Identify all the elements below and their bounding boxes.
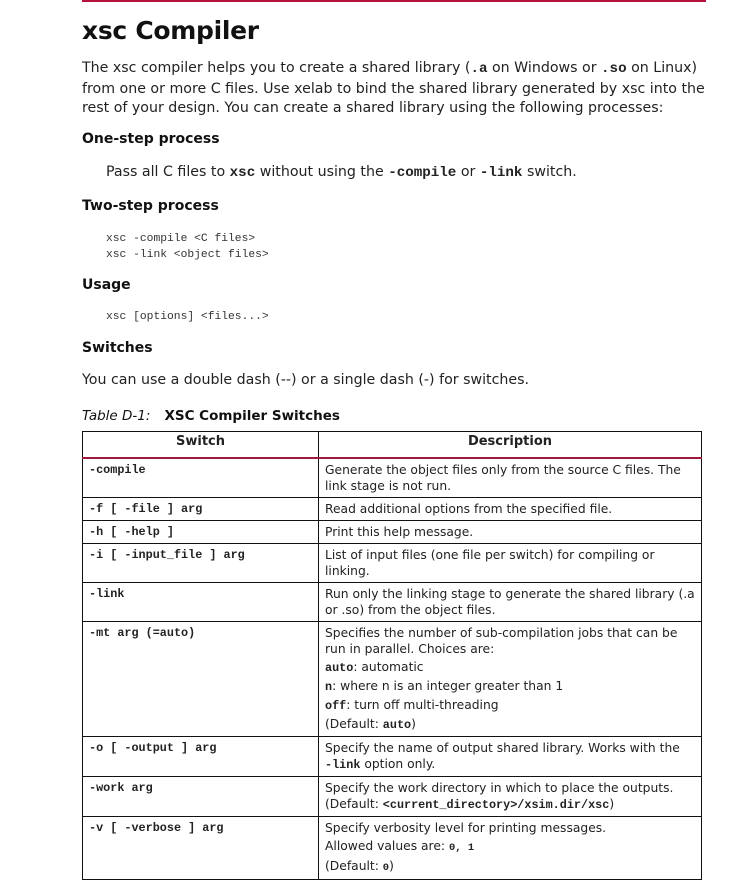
text: Allowed values are: <box>325 839 449 853</box>
desc-text: Specify the name of output shared library. Works with the <box>325 741 680 755</box>
default-line <box>325 716 695 733</box>
desc-line <box>325 756 695 773</box>
code-compile: -compile <box>388 165 457 181</box>
heading-two-step: Two-step process <box>82 198 219 214</box>
header-description: Description <box>319 432 702 459</box>
page-title: xsc Compiler <box>82 16 259 45</box>
choice-item <box>325 659 695 676</box>
code-link: -link <box>479 165 523 181</box>
text: (Default: <box>325 859 383 873</box>
intro-text: on Windows or <box>487 60 602 76</box>
description-cell: Generate the object files only from the source C files. The link stage is not run. <box>319 458 702 498</box>
desc-text: Specify the work directory in which to place the outputs. <box>325 781 674 795</box>
switch-cell: -link <box>83 583 319 622</box>
default-code: <current_directory>/xsim.dir/xsc <box>382 798 610 812</box>
header-rule <box>82 0 706 2</box>
table-number: Table D-1: <box>82 408 151 424</box>
text: ) <box>389 859 394 873</box>
default-code: auto <box>382 718 412 732</box>
choice-item <box>325 678 695 695</box>
default-line <box>325 858 695 876</box>
allowed-code: 0, 1 <box>448 842 475 854</box>
table-row <box>83 544 702 583</box>
choice-text: : automatic <box>353 660 424 674</box>
text: switch. <box>522 164 577 180</box>
intro-text: on Linux) from one or more C files. Use xelab to bind the shared library generated by xsc into the rest of your design. You can create a shared library using the following processes: <box>82 60 705 116</box>
choice-text: : where n is an integer greater than 1 <box>332 679 564 693</box>
text: (Default: <box>325 797 383 811</box>
desc-tail: option only. <box>360 757 436 771</box>
choice-text: : turn off multi-threading <box>346 698 499 712</box>
text: (Default: <box>325 717 383 731</box>
description-cell: Print this help message. <box>319 521 702 544</box>
code-line: xsc -compile <C files> <box>106 233 256 245</box>
switch-cell: -compile <box>83 458 319 498</box>
description-cell <box>319 777 702 817</box>
switch-cell: -i [ -input_file ] arg <box>83 544 319 583</box>
code-xsc: xsc <box>229 165 256 181</box>
description-cell <box>319 737 702 777</box>
table-row <box>83 583 702 622</box>
heading-usage: Usage <box>82 277 131 293</box>
table-row <box>83 498 702 521</box>
choice-code: auto <box>325 661 354 675</box>
description-cell <box>319 622 702 737</box>
description-cell <box>319 817 702 880</box>
switches-table <box>82 431 702 880</box>
table-row <box>83 817 702 880</box>
intro-text: The xsc compiler helps you to create a shared library ( <box>82 60 471 76</box>
switch-cell: -mt arg (=auto) <box>83 622 319 737</box>
description-cell: Read additional options from the specified file. <box>319 498 702 521</box>
table-title: XSC Compiler Switches <box>164 408 340 424</box>
table-row <box>83 737 702 777</box>
table-row <box>83 777 702 817</box>
switch-cell: -f [ -file ] arg <box>83 498 319 521</box>
text: or <box>456 164 480 180</box>
text: Pass all C files to <box>106 164 230 180</box>
two-step-code <box>106 232 269 263</box>
text: ) <box>609 797 615 811</box>
text: without using the <box>255 164 389 180</box>
code-ext-a: .a <box>470 61 488 77</box>
description-cell: Run only the linking stage to generate the shared library (.a or .so) from the object files. <box>319 583 702 622</box>
description-cell: List of input files (one file per switch) for compiling or linking. <box>319 544 702 583</box>
desc-text: Specify verbosity level for printing messages. <box>325 821 607 835</box>
code-ext-so: .so <box>601 61 627 77</box>
code-line: xsc -link <object files> <box>106 248 269 261</box>
heading-switches: Switches <box>82 340 153 356</box>
usage-code: xsc [options] <files...> <box>106 311 269 323</box>
switch-cell: -v [ -verbose ] arg <box>83 817 319 880</box>
intro-paragraph <box>82 59 712 119</box>
choice-code: off <box>325 699 347 713</box>
choice-code: n <box>325 680 333 694</box>
header-switch: Switch <box>83 432 319 459</box>
switch-cell: -o [ -output ] arg <box>83 737 319 777</box>
allowed-line <box>325 838 695 856</box>
table-caption <box>82 408 340 424</box>
choice-item <box>325 697 695 714</box>
desc-text: Specifies the number of sub-compilation jobs that can be run in parallel. Choices are: <box>325 626 678 656</box>
text: ) <box>411 717 416 731</box>
table-header-row <box>83 432 702 459</box>
default-code: 0 <box>382 862 390 874</box>
switch-cell: -h [ -help ] <box>83 521 319 544</box>
default-line <box>325 796 695 813</box>
table-row <box>83 458 702 498</box>
switches-text: You can use a double dash (--) or a single dash (-) for switches. <box>82 372 530 388</box>
switch-cell: -work arg <box>83 777 319 817</box>
one-step-text <box>106 164 577 181</box>
heading-one-step: One-step process <box>82 131 220 147</box>
table-row <box>83 622 702 737</box>
desc-code: -link <box>325 758 361 772</box>
table-row <box>83 521 702 544</box>
